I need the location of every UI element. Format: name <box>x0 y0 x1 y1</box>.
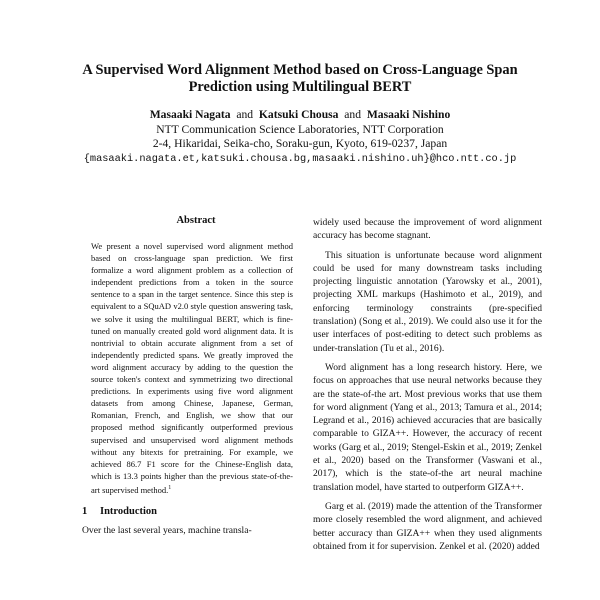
author-separator: and <box>344 108 362 121</box>
section-title: Introduction <box>100 505 157 517</box>
address: 2-4, Hikaridai, Seika-cho, Soraku-gun, Kyoto, 619-0237, Japan <box>152 137 448 150</box>
intro-fragment: Over the last several years, machine transla- <box>82 524 252 536</box>
body-paragraph: This situation is unfortunate because word alignment could be used for many downstream tasks including projecting linguistic annotation (Yarowsky et al., 2001), projecting XML markups (Hashimoto et al., 2019), and enforcing terminology constraints (pre-specified translation) (Song et al., 2019). We could also use it for the user interfaces of post-editing to detect such problems as under-translation (Tu et al., 2016). <box>313 249 542 354</box>
section-number: 1 <box>82 505 88 517</box>
author-name: Masaaki Nishino <box>366 108 451 121</box>
section-heading-introduction <box>82 505 310 518</box>
author-name: Masaaki Nagata <box>149 108 231 121</box>
author-separator: and <box>236 108 254 121</box>
affiliation: NTT Communication Science Laboratories, NTT Corporation <box>156 122 444 136</box>
author-name: Katsuki Chousa <box>258 108 339 121</box>
email-list: {masaaki.nagata.et,katsuki.chousa.bg,masaaki.nishino.uh}@hco.ntt.co.jp <box>83 152 517 165</box>
body-paragraph: Word alignment has a long research history. Here, we focus on approaches that use neural networks because they are the state-of-the art. Most previous works that use them for word alignment (Yang et al., 2013; Tamura et al., 2014; Legrand et al., 2016) achieved accuracies that are basically comparable to GIZA++. However, the accuracy of recent works (Garg et al., 2019; Stengel-Eskin et al., 2019; Zenkel et al., 2020) based on the Transformer (Vaswani et al., 2017), which is the state-of-the art neural machine translation model, have started to outperform GIZA++. <box>313 361 542 493</box>
right-column <box>313 216 542 559</box>
body-paragraph: Garg et al. (2019) made the attention of the Transformer more closely resembled the word alignment, and achieved better accuracy than GIZA++ when they used alignments obtained from it for supervision. Zenkel et al. (2020) added <box>313 500 542 552</box>
author-names <box>60 108 540 123</box>
paper-title: A Supervised Word Alignment Method based on Cross-Language Span Prediction using Multilingual BERT <box>82 62 518 95</box>
body-paragraph: widely used because the improvement of word alignment accuracy has become stagnant. <box>313 217 542 242</box>
author-block <box>60 108 540 166</box>
abstract-heading: Abstract <box>176 215 216 226</box>
left-column <box>82 214 310 537</box>
abstract-text <box>91 240 293 496</box>
footnote-mark: 1 <box>168 484 172 491</box>
abstract-body: We present a novel supervised word alignment method based on cross-language span prediction. We first formalize a word alignment problem as a collection of independent predictions from a token in the source sentence to a span in the target sentence. Since this step is equivalent to a SQuAD v2.0 style question answering task, we solve it using the multilingual BERT, which is fine-tuned on manually created gold word alignment data. It is nontrivial to obtain accurate alignment from a set of independently predicted spans. We greatly improved the word alignment accuracy by adding to the question the source token's context and symmetrizing two directional predictions. In experiments using five word alignment datasets from among Chinese, Japanese, German, Romanian, French, and English, we show that our proposed method significantly outperformed previous supervised and unsupervised word alignment methods without any bitexts for pretraining. For example, we achieved 86.7 F1 score for the Chinese-English data, which is 13.3 points higher than the previous state-of-the-art supervised method. <box>91 241 293 495</box>
